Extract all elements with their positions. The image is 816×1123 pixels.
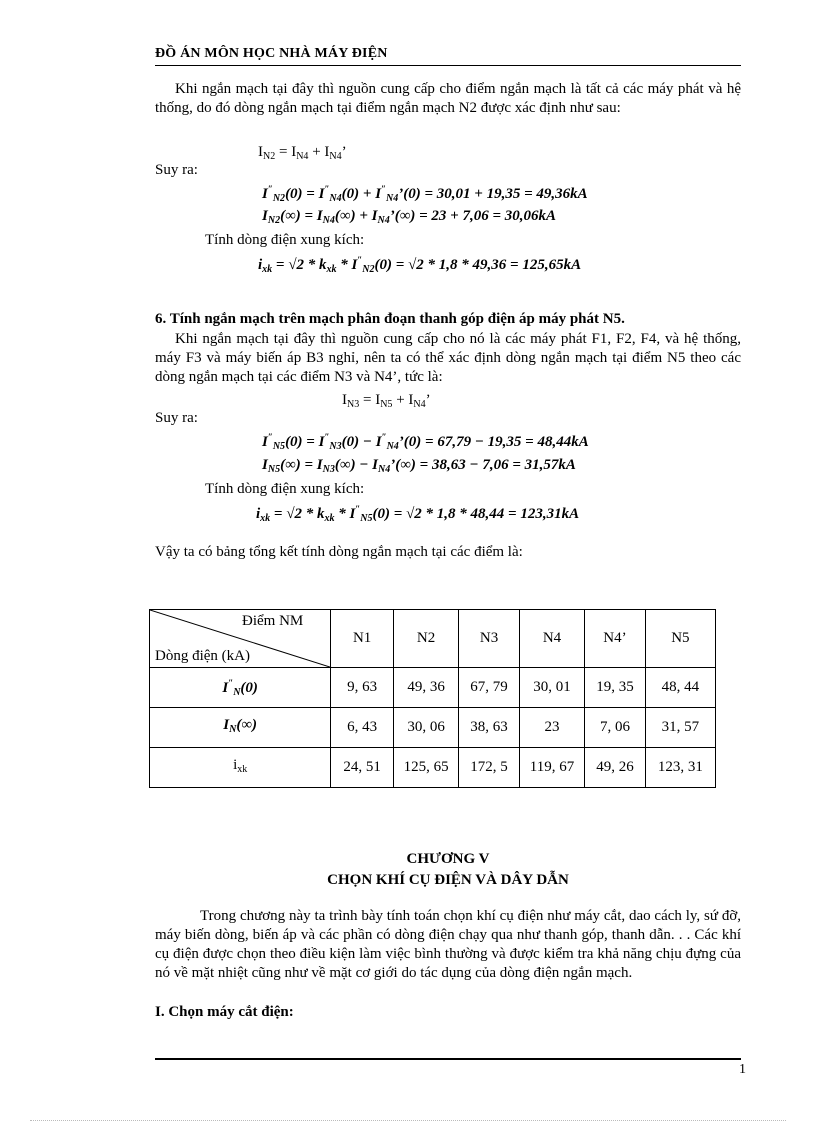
table-cell: 6, 43 bbox=[331, 708, 394, 748]
chapter-title: CHỌN KHÍ CỤ ĐIỆN VÀ DÂY DẪN bbox=[327, 872, 569, 888]
table-cell: 30, 01 bbox=[519, 668, 584, 708]
corner-bottom-label: Dòng điện (kA) bbox=[155, 648, 250, 664]
col-header-n1: N1 bbox=[331, 610, 394, 668]
table-cell: 123, 31 bbox=[645, 748, 715, 788]
row-label-ixk: $i_{xk}$ bbox=[150, 748, 331, 788]
summary-table bbox=[149, 609, 716, 788]
section-6-title: 6. Tính ngắn mạch trên mạch phân đoạn thanh góp điện áp máy phát N5. bbox=[155, 311, 625, 327]
table-cell: 172, 5 bbox=[459, 748, 520, 788]
page-header: ĐỒ ÁN MÔN HỌC NHÀ MÁY ĐIỆN bbox=[155, 46, 388, 61]
equation-n5-a: $I''_{N5}(0) = I''_{N3}(0)$ − $I''_{N4}’(0) = 67,79 - 19,35 = 48,44kA$ bbox=[262, 432, 589, 452]
summary-intro: Vậy ta có bảng tổng kết tính dòng ngắn mạch tại các điểm là: bbox=[155, 544, 523, 560]
equation-n2-main: $I_{N2} = I_{N4} + I_{N4}$’ bbox=[258, 144, 347, 162]
table-cell: 23 bbox=[519, 708, 584, 748]
col-header-n4prime: N4’ bbox=[585, 610, 646, 668]
paragraph-n5-intro: Khi ngắn mạch tại đây thì nguồn cung cấp cho nó là các máy phát F1, F2, F4, và hệ thống, máy F3 và máy biến áp B3 nghỉ, nên ta có thể xác định dòng ngắn mạch tại điểm N5 theo các dòng ngắn mạch tại các điểm N3 và N4’, tức là: bbox=[155, 331, 741, 385]
col-header-n5: N5 bbox=[645, 610, 715, 668]
equation-n5-main: $I_{N3} = I_{N5} + I_{N4}$’ bbox=[342, 392, 431, 410]
table-cell: 125, 65 bbox=[393, 748, 458, 788]
table-cell: 119, 67 bbox=[519, 748, 584, 788]
table-cell: 49, 26 bbox=[585, 748, 646, 788]
table-cell: 67, 79 bbox=[459, 668, 520, 708]
suy-ra-label-2: Suy ra: bbox=[155, 410, 198, 426]
table-cell: 48, 44 bbox=[645, 668, 715, 708]
chapter-number: CHƯƠNG V bbox=[406, 851, 490, 867]
xung-kich-label-2: Tính dòng điện xung kích: bbox=[205, 481, 365, 497]
footer-rule bbox=[155, 1058, 741, 1060]
table-cell: 9, 63 bbox=[331, 668, 394, 708]
row-label-i0: $I''_N(0)$ bbox=[150, 668, 331, 708]
table-cell: 30, 06 bbox=[393, 708, 458, 748]
table-cell: 31, 57 bbox=[645, 708, 715, 748]
equation-n2-c: $i_{xk} = √2 * k_{xk} * I''_{N2}(0) = √2 * 1,8 * 49,36 = 125,65kA$ bbox=[258, 255, 582, 275]
xung-kich-label-1: Tính dòng điện xung kích: bbox=[205, 232, 365, 248]
col-header-n4: N4 bbox=[519, 610, 584, 668]
equation-n2-b: $I_{N2}(\infty) = I_{N4}(\infty)$ + $I_{N4}’(\infty) = 23 + 7,06 = 30,06kA$ bbox=[262, 208, 557, 226]
suy-ra-label-1: Suy ra: bbox=[155, 162, 198, 178]
paragraph-n2-intro: Khi ngắn mạch tại đây thì nguồn cung cấp cho điểm ngắn mạch là tất cả các máy phát và hệ thống, do đó dòng ngắn mạch tại điểm ngắn mạch N2 được xác định như sau: bbox=[155, 81, 741, 116]
col-header-n2: N2 bbox=[393, 610, 458, 668]
table-cell: 49, 36 bbox=[393, 668, 458, 708]
page-number: 1 bbox=[739, 1062, 746, 1077]
page-edge-divider bbox=[30, 1120, 786, 1121]
table-corner-cell bbox=[150, 610, 331, 668]
table-cell: 24, 51 bbox=[331, 748, 394, 788]
row-label-iinf: $I_N(\infty)$ bbox=[150, 708, 331, 748]
paragraph-chapter-intro: Trong chương này ta trình bày tính toán chọn khí cụ điện như máy cắt, dao cách ly, sứ đỡ, máy biến dòng, biến áp và các phần có dòng điện chạy qua như thanh góp, thanh dẫn. . . Các khí cụ điện được chọn theo điều kiện làm việc bình thường và được kiểm tra khả năng chịu đựng của nó về mặt nhiệt cũng như về mặt cơ giới do tác dụng của dòng điện ngắn mạch. bbox=[155, 908, 741, 981]
corner-top-label: Điểm NM bbox=[242, 613, 304, 629]
equation-n2-a: $I''_{N2}(0) = I''_{N4}(0)$ + $I''_{N4}’(0) = 30,01 + 19,35 = 49,36kA$ bbox=[262, 184, 588, 204]
table-cell: 7, 06 bbox=[585, 708, 646, 748]
col-header-n3: N3 bbox=[459, 610, 520, 668]
header-rule bbox=[155, 65, 741, 66]
section-1-title: I. Chọn máy cắt điện: bbox=[155, 1004, 294, 1020]
equation-n5-c: $i_{xk} = √2 * k_{xk} * I''_{N5}(0) = √2 * 1,8 * 48,44 = 123,31kA$ bbox=[256, 504, 580, 524]
table-cell: 19, 35 bbox=[585, 668, 646, 708]
table-cell: 38, 63 bbox=[459, 708, 520, 748]
equation-n5-b: $I_{N5}(\infty) = I_{N3}(\infty)$ − $I_{N4}’(\infty) = 38,63 - 7,06 = 31,57kA$ bbox=[262, 457, 576, 475]
